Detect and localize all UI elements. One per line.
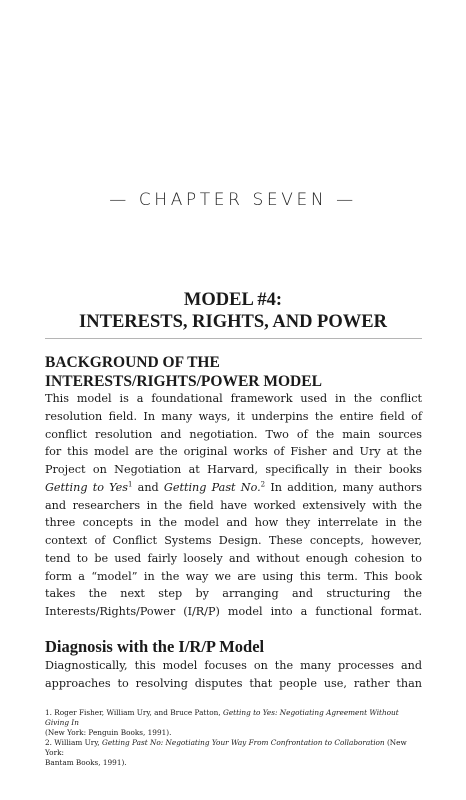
paragraph-line: form a “model” in the way we are using this term. This book [45, 569, 422, 583]
title-line-1: MODEL #4: [183, 290, 283, 310]
footnotes [45, 708, 422, 768]
chapter-label: — CHAPTER SEVEN — [109, 190, 357, 210]
footnote-2 [45, 738, 422, 758]
line-continuation: In addition, many authors [265, 480, 422, 494]
title-divider [45, 338, 422, 339]
paragraph-line: approaches to resolving disputes that people use, rather than [45, 676, 422, 690]
paragraph-line: and researchers in the field have worked extensively with the [45, 498, 422, 512]
footnote-ref-2: 2 [260, 480, 266, 489]
footnote-1-prefix: 1. Roger Fisher, William Ury, and Bruce Patton, [45, 708, 224, 717]
background-paragraph [45, 390, 422, 621]
footnote-1-title: Getting to Yes: Negotiating Agreement Without Giving In [45, 708, 399, 727]
paragraph-line: This model is a foundational framework used in the conflict [45, 392, 422, 405]
paragraph-line: resolution field. In many ways, it underpins the entire field of [45, 409, 422, 423]
subsection-heading-diagnosis: Diagnosis with the I/R/P Model [45, 637, 265, 656]
diagnosis-paragraph [45, 657, 422, 693]
footnote-ref-1: 1 [127, 480, 133, 489]
paragraph-line: takes the next step by arranging and structuring the [45, 587, 422, 601]
paragraph-line: Interests/Rights/Power (I/R/P) model into a functional format. [45, 605, 422, 618]
paragraph-line: Diagnostically, this model focuses on the many processes and [45, 659, 422, 672]
section-heading-line-1: BACKGROUND OF THE [45, 354, 220, 371]
paragraph-line: tend to be used fairly loosely and without enough cohesion to [45, 551, 422, 565]
paragraph-line: Project on Negotiation at Harvard, specifically in their books [45, 463, 422, 476]
footnote-1 [45, 708, 422, 728]
footnote-2-publisher: Bantam Books, 1991). [45, 758, 127, 767]
title-line-2: INTERESTS, RIGHTS, AND POWER [79, 312, 387, 332]
page-title [0, 289, 466, 333]
section-heading-background [45, 353, 425, 391]
paragraph-line: context of Conflict Systems Design. These concepts, however, [45, 534, 422, 547]
footnote-1-publisher: (New York: Penguin Books, 1991). [45, 728, 172, 737]
footnote-2-title: Getting Past No: Negotiating Your Way From Confrontation to Collaboration [102, 738, 385, 747]
paragraph-line: conflict resolution and negotiation. Two of the main sources [45, 427, 422, 441]
paragraph-line-with-books [45, 479, 422, 497]
section-heading-line-2: INTERESTS/RIGHTS/POWER MODEL [45, 373, 322, 390]
book-title-getting-past-no: Getting Past No. [163, 480, 261, 494]
paragraph-line: for this model are the original works of Fisher and Ury at the [45, 445, 422, 459]
footnote-2-mid: (New York: [45, 738, 407, 757]
book-title-getting-to-yes: Getting to Yes [45, 480, 128, 494]
footnote-2-prefix: 2. William Ury, [45, 738, 103, 747]
paragraph-line: three concepts in the model and how they interrelate in the [45, 516, 422, 530]
conjunction: and [132, 480, 164, 494]
